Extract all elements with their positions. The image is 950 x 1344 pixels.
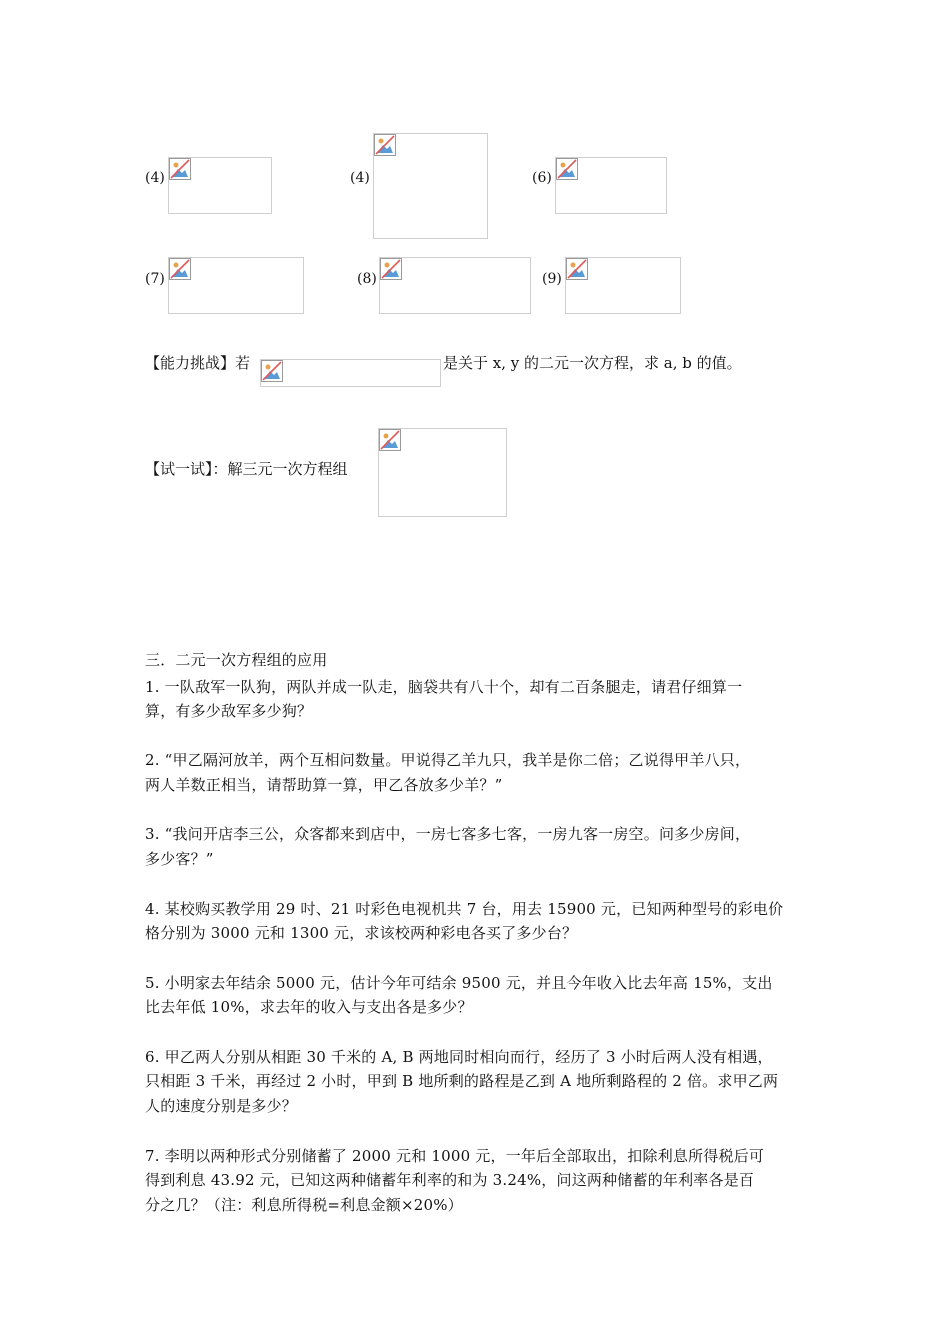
problem-line: 算，有多少敌军多少狗？ bbox=[145, 702, 313, 720]
problem-line: 6. 甲乙两人分别从相距 30 千米的 A, B 两地同时相向而行，经历了 3 小时后两人没有相遇， bbox=[145, 1048, 773, 1066]
broken-image-icon bbox=[380, 258, 402, 280]
tryit-text: 【试一试】：解三元一次方程组 bbox=[145, 460, 348, 478]
problem-line: 两人羊数正相当，请帮助算一算，甲乙各放多少羊？” bbox=[145, 776, 503, 794]
equation-image bbox=[565, 257, 681, 314]
problem-line: 2. “甲乙隔河放羊，两个互相问数量。甲说得乙羊九只，我羊是你二倍；乙说得甲羊八只， bbox=[145, 751, 751, 769]
problem-line: 3. “我问开店李三公，众客都来到店中，一房七客多七客，一房九客一房空。问多少房间， bbox=[145, 825, 751, 843]
problem-line: 4. 某校购买教学用 29 吋、21 吋彩色电视机共 7 台，用去 15900 元，已知两种型号的彩电价 bbox=[145, 900, 784, 918]
figure-label-7: (7) bbox=[145, 271, 165, 287]
broken-image-icon bbox=[556, 158, 578, 180]
problem-line: 格分别为 3000 元和 1300 元，求该校两种彩电各买了多少台？ bbox=[145, 924, 578, 942]
challenge-suffix: 是关于 x, y 的二元一次方程，求 a, b 的值。 bbox=[443, 354, 742, 372]
broken-image-icon bbox=[374, 134, 396, 156]
problem-line: 得到利息 43.92 元，已知这两种储蓄年利率的和为 3.24%，问这两种储蓄的年利率各是百 bbox=[145, 1171, 755, 1189]
figure-label-8: (8) bbox=[357, 271, 377, 287]
section-title: 三．二元一次方程组的应用 bbox=[145, 651, 328, 669]
problem-line: 人的速度分别是多少？ bbox=[145, 1097, 298, 1115]
equation-image bbox=[379, 257, 531, 314]
challenge-prefix: 【能力挑战】若 bbox=[145, 354, 251, 372]
broken-image-icon bbox=[169, 158, 191, 180]
broken-image-icon bbox=[566, 258, 588, 280]
equation-image bbox=[168, 157, 272, 214]
broken-image-icon bbox=[169, 258, 191, 280]
broken-image-icon bbox=[261, 360, 283, 382]
equation-image bbox=[373, 133, 488, 239]
problem-line: 只相距 3 千米，再经过 2 小时，甲到 B 地所剩的路程是乙到 A 地所剩路程的 2 倍。求甲乙两 bbox=[145, 1072, 779, 1090]
problem-line: 多少客？” bbox=[145, 850, 214, 868]
problem-line: 分之几？（注：利息所得税=利息金额×20%） bbox=[145, 1196, 463, 1214]
figure-label-4b: (4) bbox=[350, 170, 370, 186]
equation-image bbox=[260, 359, 441, 387]
broken-image-icon bbox=[379, 429, 401, 451]
problem-line: 比去年低 10%，求去年的收入与支出各是多少？ bbox=[145, 998, 473, 1016]
equation-image bbox=[168, 257, 304, 314]
equation-image bbox=[555, 157, 667, 214]
figure-label-6: (6) bbox=[532, 170, 552, 186]
problem-line: 1. 一队敌军一队狗，两队并成一队走，脑袋共有八十个，却有二百条腿走，请君仔细算一 bbox=[145, 678, 743, 696]
problem-line: 7. 李明以两种形式分别储蓄了 2000 元和 1000 元，一年后全部取出，扣除利息所得税后可 bbox=[145, 1147, 765, 1165]
figure-label-4a: (4) bbox=[145, 170, 165, 186]
figure-label-9: (9) bbox=[542, 271, 562, 287]
equation-image bbox=[378, 428, 507, 517]
problem-line: 5. 小明家去年结余 5000 元，估计今年可结余 9500 元，并且今年收入比去年高 15%，支出 bbox=[145, 974, 773, 992]
